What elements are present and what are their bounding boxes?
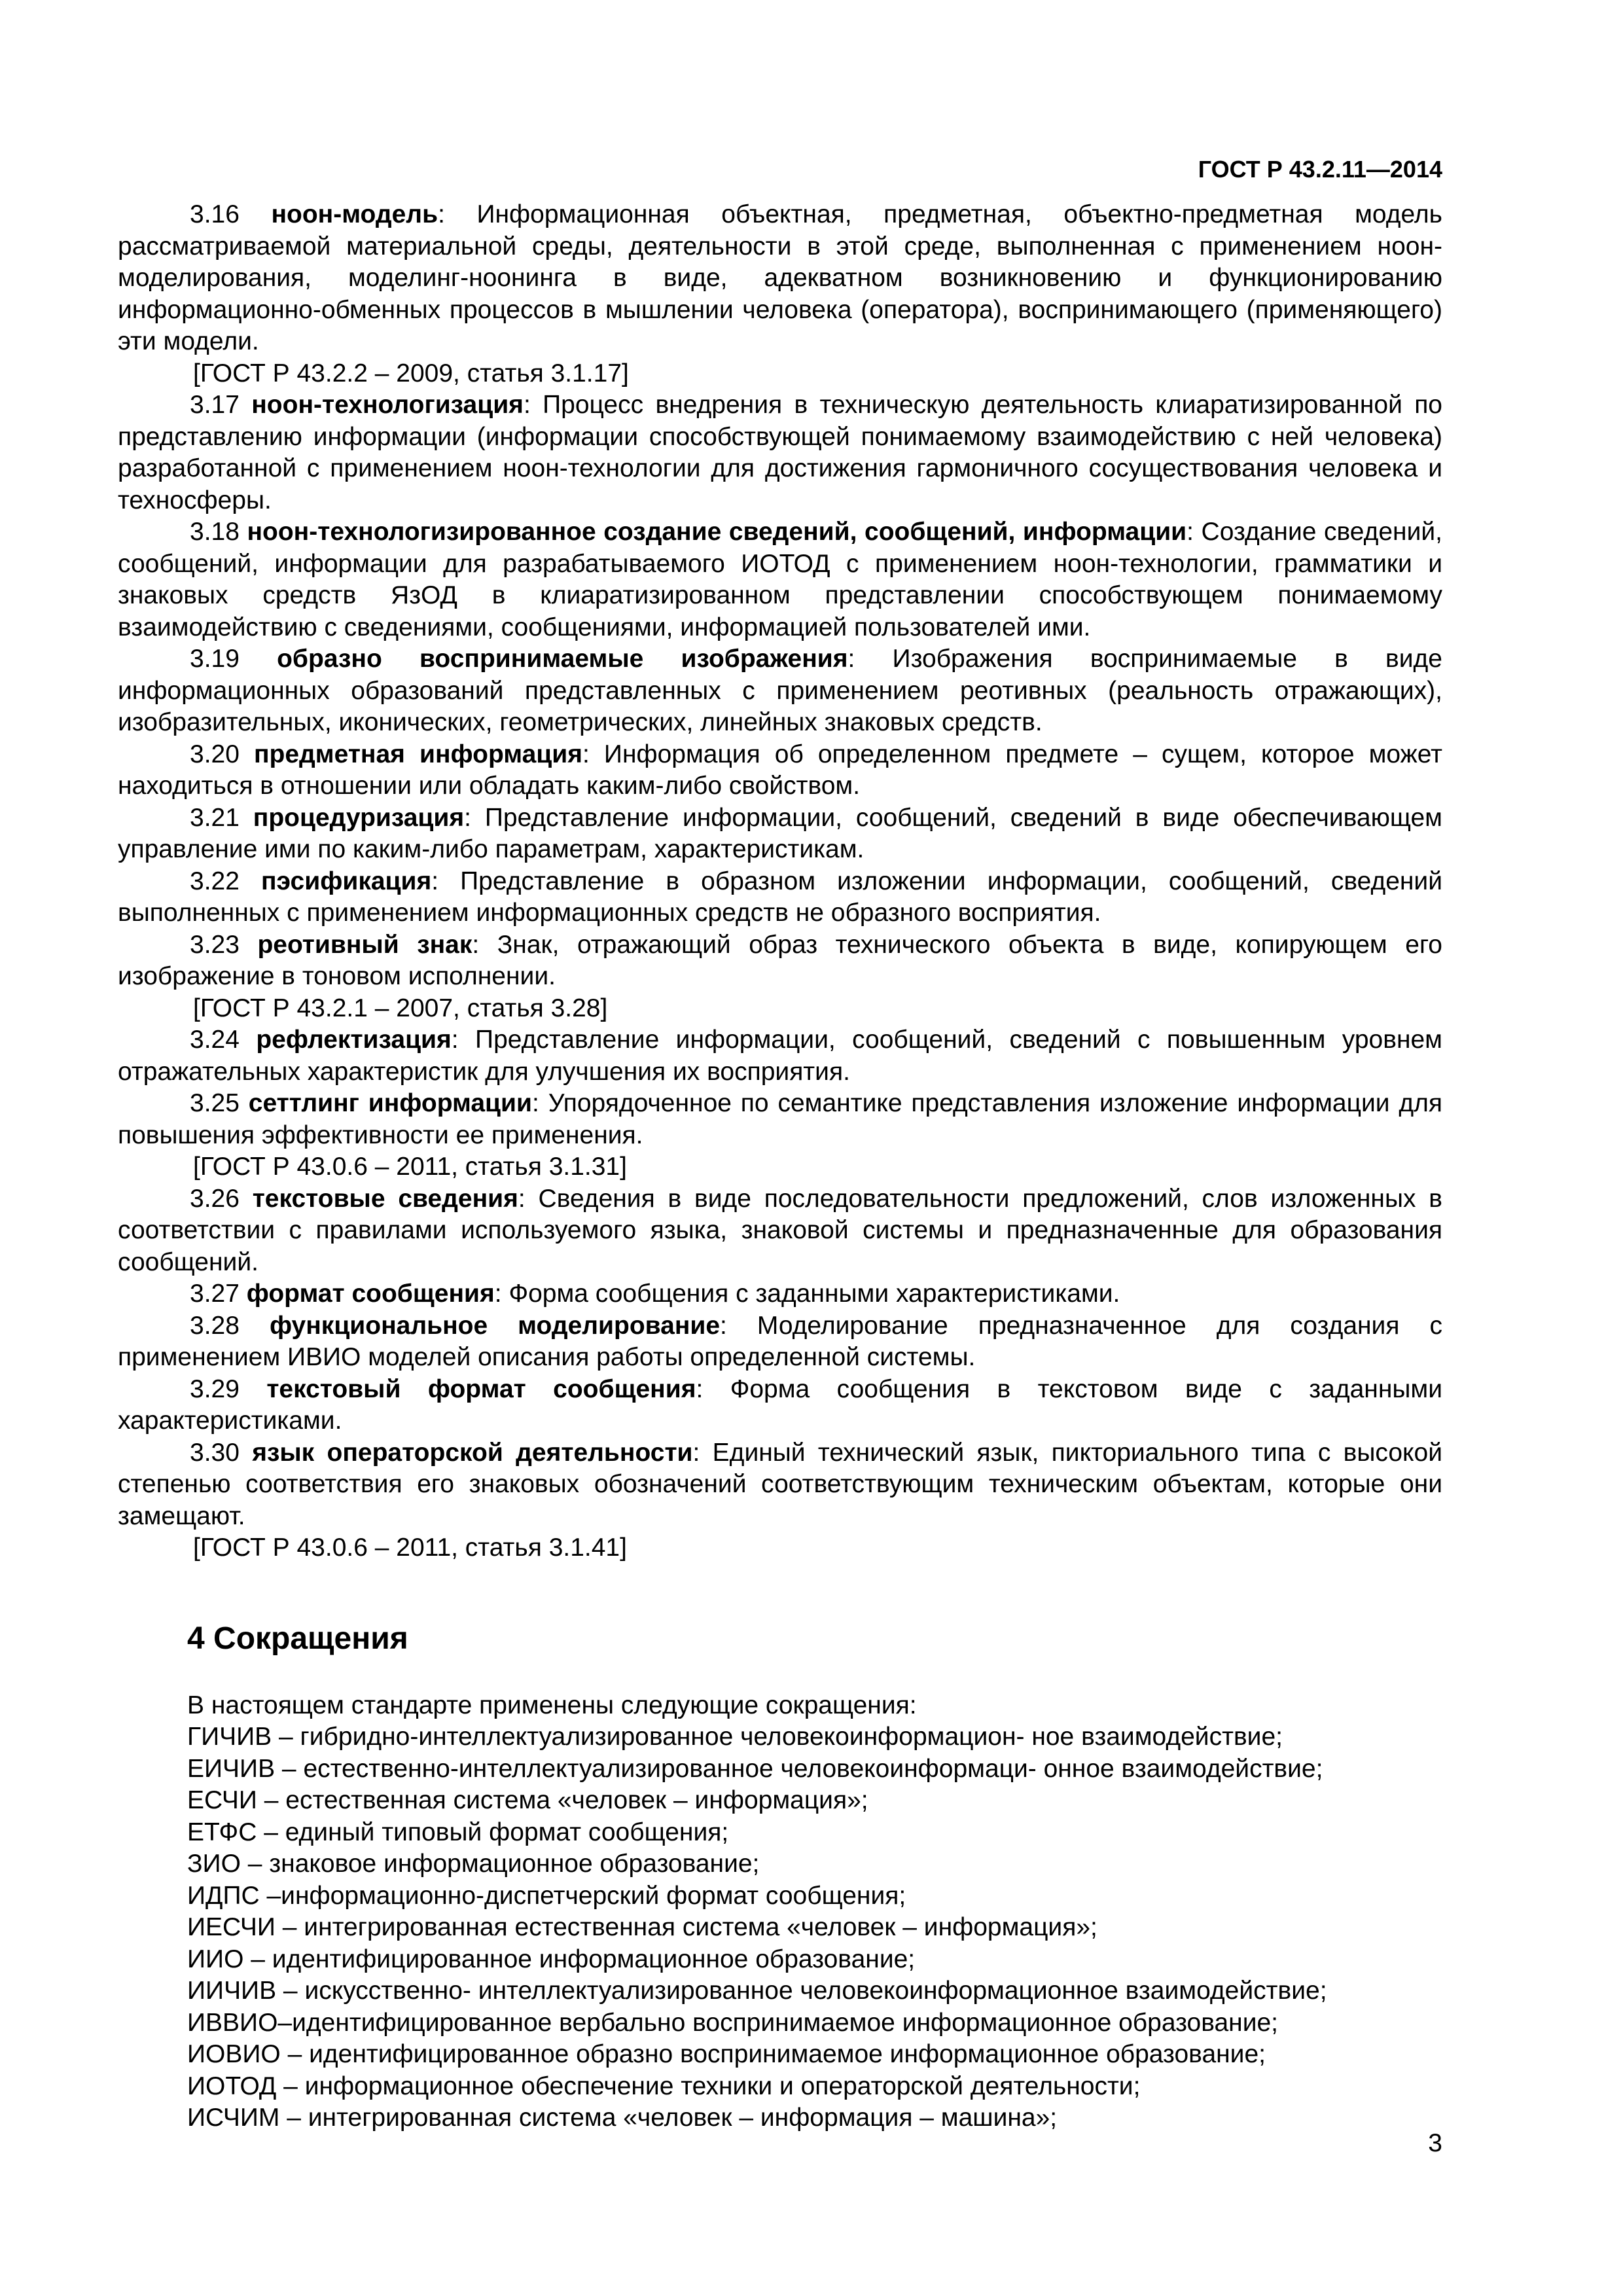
- term-source: [ГОСТ Р 43.2.1 – 2007, статья 3.28]: [193, 994, 608, 1022]
- term-source: [ГОСТ Р 43.0.6 – 2011, статья 3.1.31]: [193, 1153, 627, 1181]
- abbreviation-item: ЕСЧИ – естественная система «человек – информация»;: [187, 1786, 868, 1814]
- abbreviation-item: ИИЧИВ – искусственно- интеллектуализированное человекоинформационное взаимодействие;: [187, 1977, 1327, 2005]
- abbreviation-item: ИДПС –информационно-диспетчерский формат сообщения;: [187, 1881, 906, 1910]
- term-name: функциональное моделирование: [269, 1311, 721, 1340]
- term-number: 3.22: [190, 867, 240, 895]
- term-definition: Информация об определенном предмете – сущем, которое может находиться в отношении или обладать каким-либо свойством.: [118, 740, 1443, 800]
- abbreviation-item: ИСЧИМ – интегрированная система «человек – информация – машина»;: [187, 2104, 1058, 2132]
- term-name: рефлектизация: [256, 1026, 452, 1054]
- term-entry: 3.29 текстовый формат сообщения: Форма сообщения в текстовом виде с заданными характеристиками.: [118, 1374, 1442, 1435]
- abbreviation-item: ИИО – идентифицированное информационное образование;: [187, 1945, 916, 1973]
- term-name: сеттлинг информации: [248, 1089, 532, 1117]
- term-definition: Информационная объектная, предметная, объектно-предметная модель рассматриваемой материальной среды, деятельности в этой среде, выполненная с применением ноон-моделирования, моделинг-ноонинга в виде, адекватном возникновению и функционированию информационно-обменных процессов в мышлении человека (оператора), воспринимающего (применяющего) эти модели.: [118, 200, 1442, 355]
- term-definition: Представление информации, сообщений, сведений с повышенным уровнем отражательных характеристик для улучшения их восприятия.: [118, 1026, 1442, 1086]
- abbreviation-item: ГИЧИВ – гибридно-интеллектуализированное человекоинформацион- ное взаимодействие;: [187, 1723, 1283, 1751]
- term-number: 3.30: [190, 1438, 240, 1467]
- term-number: 3.26: [190, 1184, 240, 1213]
- term-entry: 3.21 процедуризация: Представление информации, сообщений, сведений в виде обеспечивающем управление ими по каким-либо параметрам, характеристикам.: [118, 803, 1442, 863]
- term-name: формат сообщения: [246, 1280, 495, 1308]
- term-name: текстовый формат сообщения: [266, 1374, 696, 1403]
- abbreviation-item: ИОВИО – идентифицированное образно воспринимаемое информационное образование;: [187, 2040, 1266, 2068]
- term-entry: 3.16 ноон-модель: Информационная объектная, предметная, объектно-предметная модель рассматриваемой материальной среды, деятельности в этой среде, выполненная с применением ноон-моделирования, моделинг-ноонинга в виде, адекватном возникновению и функционированию информационно-обменных процессов в мышлении человека (оператора), воспринимающего (применяющего) эти модели.: [118, 200, 1442, 355]
- abbreviations-list: [187, 1721, 1442, 2134]
- abbreviations-block: [118, 1690, 1442, 2134]
- term-number: 3.28: [190, 1311, 240, 1340]
- term-source: [ГОСТ Р 43.0.6 – 2011, статья 3.1.41]: [193, 1534, 627, 1562]
- term-entry: 3.23 реотивный знак: Знак, отражающий образ технического объекта в виде, копирующем его изображение в тоновом исполнении.: [118, 930, 1443, 990]
- term-number: 3.25: [190, 1089, 240, 1117]
- term-entry: 3.25 сеттлинг информации: Упорядоченное по семантике представления изложение информации для повышения эффективности ее применения.: [118, 1089, 1443, 1149]
- term-definition: Упорядоченное по семантике представления изложение информации для повышения эффективности ее применения.: [118, 1089, 1443, 1149]
- term-definition: Форма сообщения в текстовом виде с заданными характеристиками.: [118, 1374, 1442, 1435]
- abbreviation-item: ИВВИО–идентифицированное вербально воспринимаемое информационное образование;: [187, 2008, 1279, 2037]
- term-number: 3.27: [190, 1280, 240, 1308]
- term-definition: Знак, отражающий образ технического объекта в виде, копирующем его изображение в тоновом исполнении.: [118, 930, 1443, 990]
- term-definition: Процесс внедрения в техническую деятельность клиаратизированной по представлению информации (информации способствующей понимаемому взаимодействию с ней человека) разработанной с применением ноон-технологии для достижения гармоничного сосуществования человека и техносферы.: [118, 391, 1442, 514]
- term-definition: Сведения в виде последовательности предложений, слов изложенных в соответствии с правилами используемого языка, знаковой системы и предназначенные для образования сообщений.: [118, 1184, 1442, 1276]
- term-entry: 3.20 предметная информация: Информация об определенном предмете – сущем, которое может находиться в отношении или обладать каким-либо свойством.: [118, 740, 1443, 800]
- term-entry: 3.18 ноон-технологизированное создание сведений, сообщений, информации: Создание сведений, сообщений, информации для разрабатываемого ИОТОД с применением ноон-технологии, грамматики и знаковых средств ЯзОД в клиаратизированном представлении способствующем понимаемому взаимодействию с сведениями, сообщениями, информацией пользователей ими.: [118, 518, 1443, 641]
- term-name: реотивный знак: [257, 930, 473, 959]
- term-entry: 3.24 рефлектизация: Представление информации, сообщений, сведений с повышенным уровнем отражательных характеристик для улучшения их восприятия.: [118, 1026, 1442, 1086]
- term-definition: Изображения воспринимаемые в виде информационных образований представленных с применением реотивных (реальность отражающих), изобразительных, иконических, геометрических, линейных знаковых средств.: [118, 645, 1442, 736]
- term-entry: 3.19 образно воспринимаемые изображения: Изображения воспринимаемые в виде информационных образований представленных с применением реотивных (реальность отражающих), изобразительных, иконических, геометрических, линейных знаковых средств.: [118, 645, 1442, 736]
- abbreviation-item: ЕИЧИВ – естественно-интеллектуализированное человекоинформаци- онное взаимодействие;: [187, 1754, 1323, 1783]
- document-body: [118, 199, 1442, 2134]
- term-name: пэсификация: [260, 867, 432, 895]
- abbreviations-intro: В настоящем стандарте применены следующие сокращения:: [187, 1691, 917, 1719]
- term-number: 3.18: [190, 518, 240, 546]
- term-name: образно воспринимаемые изображения: [277, 645, 848, 673]
- doc-code-header: ГОСТ Р 43.2.11—2014: [1198, 156, 1442, 183]
- term-name: текстовые сведения: [252, 1184, 518, 1213]
- term-number: 3.23: [190, 930, 240, 959]
- term-definition: Представление в образном изложении информации, сообщений, сведений выполненных с применением информационных средств не образного восприятия.: [118, 867, 1442, 927]
- term-definition: Представление информации, сообщений, сведений в виде обеспечивающем управление ими по каким-либо параметрам, характеристикам.: [118, 803, 1442, 863]
- terms-list: [118, 199, 1442, 1564]
- term-definition: Единый технический язык, пикториального типа с высокой степенью соответствия его знаковых обозначений соответствующим техническим объектам, которые они замещают.: [118, 1438, 1442, 1530]
- term-definition: Моделирование предназначенное для создания с применением ИВИО моделей описания работы определенной системы.: [118, 1311, 1442, 1371]
- abbreviation-item: ЗИО – знаковое информационное образование;: [187, 1850, 760, 1878]
- term-entry: 3.26 текстовые сведения: Сведения в виде последовательности предложений, слов изложенных в соответствии с правилами используемого языка, знаковой системы и предназначенные для образования сообщений.: [118, 1184, 1442, 1276]
- term-entry: 3.30 язык операторской деятельности: Единый технический язык, пикториального типа с высокой степенью соответствия его знаковых обозначений соответствующим техническим объектам, которые они замещают.: [118, 1438, 1442, 1530]
- term-entry: 3.22 пэсификация: Представление в образном изложении информации, сообщений, сведений выполненных с применением информационных средств не образного восприятия.: [118, 867, 1442, 927]
- term-entry: 3.17 ноон-технологизация: Процесс внедрения в техническую деятельность клиаратизированной по представлению информации (информации способствующей понимаемому взаимодействию с ней человека) разработанной с применением ноон-технологии для достижения гармоничного сосуществования человека и техносферы.: [118, 391, 1442, 514]
- term-number: 3.19: [190, 645, 240, 673]
- term-entry: 3.28 функциональное моделирование: Моделирование предназначенное для создания с применением ИВИО моделей описания работы определенной системы.: [118, 1311, 1442, 1371]
- page-number: 3: [1428, 2129, 1442, 2157]
- term-number: 3.29: [190, 1374, 240, 1403]
- term-number: 3.17: [190, 391, 240, 419]
- term-name: ноон-технологизация: [251, 391, 524, 419]
- term-definition: Форма сообщения с заданными характеристиками.: [508, 1280, 1120, 1308]
- section-title: 4 Сокращения: [187, 1621, 408, 1656]
- term-number: 3.20: [190, 740, 240, 768]
- term-name: предметная информация: [253, 740, 583, 768]
- abbreviation-item: ИОТОД – информационное обеспечение техники и операторской деятельности;: [187, 2072, 1141, 2100]
- term-entry: 3.27 формат сообщения: Форма сообщения с заданными характеристиками.: [190, 1280, 1120, 1308]
- term-source: [ГОСТ Р 43.2.2 – 2009, статья 3.1.17]: [193, 359, 629, 387]
- term-number: 3.21: [190, 803, 240, 832]
- abbreviation-item: ЕТФС – единый типовый формат сообщения;: [187, 1818, 729, 1846]
- term-number: 3.16: [190, 200, 240, 228]
- term-name: ноон-модель: [271, 200, 438, 228]
- abbreviation-item: ИЕСЧИ – интегрированная естественная система «человек – информация»;: [187, 1913, 1097, 1941]
- term-name: язык операторской деятельности: [252, 1438, 693, 1467]
- term-definition: Создание сведений, сообщений, информации для разрабатываемого ИОТОД с применением ноон-технологии, грамматики и знаковых средств ЯзОД в клиаратизированном представлении способствующем понимаемому взаимодействию с сведениями, сообщениями, информацией пользователей ими.: [118, 518, 1443, 641]
- term-name: процедуризация: [253, 803, 465, 832]
- term-name: ноон-технологизированное создание сведений, сообщений, информации: [247, 518, 1187, 546]
- term-number: 3.24: [190, 1026, 240, 1054]
